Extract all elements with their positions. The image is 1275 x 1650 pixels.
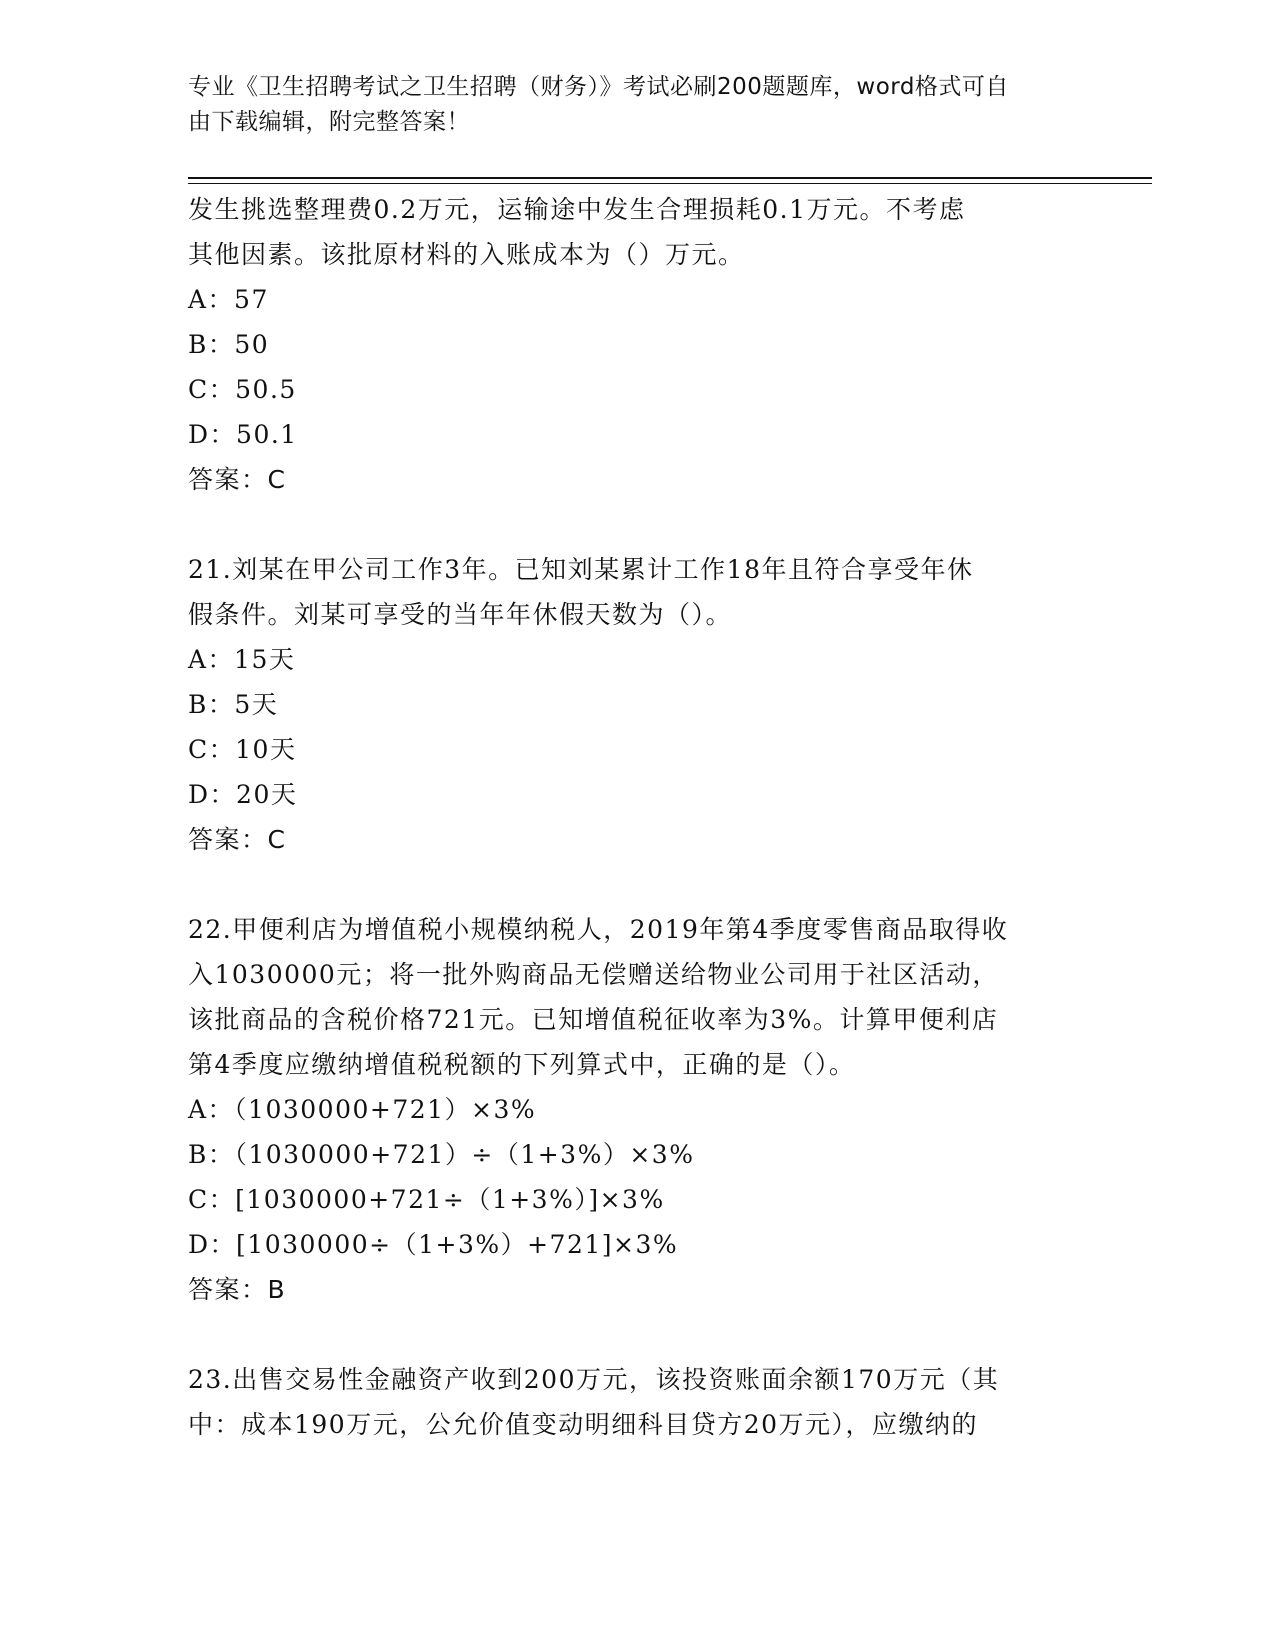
answer-line: 答案：B: [188, 1275, 287, 1304]
question-23: [188, 1357, 1078, 1447]
question-stem-line: 23.出售交易性金融资产收到200万元，该投资账面余额170万元（其: [188, 1365, 1000, 1394]
question-stem-line: 21.刘某在甲公司工作3年。已知刘某累计工作18年且符合享受年休: [188, 555, 974, 584]
question-stem-line: 第4季度应缴纳增值税税额的下列算式中，正确的是（）。: [188, 1050, 856, 1079]
option-a: A：（1030000+721）×3%: [188, 1095, 537, 1124]
option-b: B：50: [188, 330, 270, 359]
option-b: B：5天: [188, 690, 279, 719]
spacer: [188, 1312, 1078, 1357]
question-stem-line: 中：成本190万元，公允价值变动明细科目贷方20万元），应缴纳的: [188, 1410, 979, 1439]
question-stem-line: 入1030000元；将一批外购商品无偿赠送给物业公司用于社区活动，: [188, 960, 999, 989]
document-header: [188, 70, 1068, 140]
option-b: B：（1030000+721）÷（1+3%）×3%: [188, 1140, 695, 1169]
spacer: [188, 502, 1078, 547]
question-stem-line: 其他因素。该批原材料的入账成本为（）万元。: [188, 240, 745, 269]
option-d: D：20天: [188, 780, 298, 809]
question-21: [188, 547, 1078, 862]
header-rule-thick: [188, 177, 1152, 179]
question-stem-line: 该批商品的含税价格721元。已知增值税征收率为3%。计算甲便利店: [188, 1005, 999, 1034]
question-stem-line: 发生挑选整理费0.2万元，运输途中发生合理损耗0.1万元。不考虑: [188, 195, 966, 224]
question-22: [188, 907, 1078, 1312]
option-d: D：[1030000÷（1+3%）+721]×3%: [188, 1230, 679, 1259]
header-line-1: 专业《卫生招聘考试之卫生招聘（财务）》考试必刷200题题库，word格式可自: [188, 74, 1009, 100]
header-rule-thin: [188, 183, 1152, 184]
option-a: A：15天: [188, 645, 296, 674]
spacer: [188, 862, 1078, 907]
option-c: C：50.5: [188, 375, 297, 404]
header-line-2: 由下载编辑，附完整答案！: [188, 109, 470, 135]
option-c: C：[1030000+721÷（1+3%）]×3%: [188, 1185, 665, 1214]
question-stem-line: 22.甲便利店为增值税小规模纳税人，2019年第4季度零售商品取得收: [188, 915, 1009, 944]
option-d: D：50.1: [188, 420, 298, 449]
question-20: [188, 187, 1078, 502]
answer-line: 答案：C: [188, 825, 287, 854]
option-a: A：57: [188, 285, 269, 314]
option-c: C：10天: [188, 735, 297, 764]
answer-line: 答案：C: [188, 465, 287, 494]
question-stem-line: 假条件。刘某可享受的当年年休假天数为（）。: [188, 600, 733, 629]
question-list: [188, 187, 1078, 1447]
